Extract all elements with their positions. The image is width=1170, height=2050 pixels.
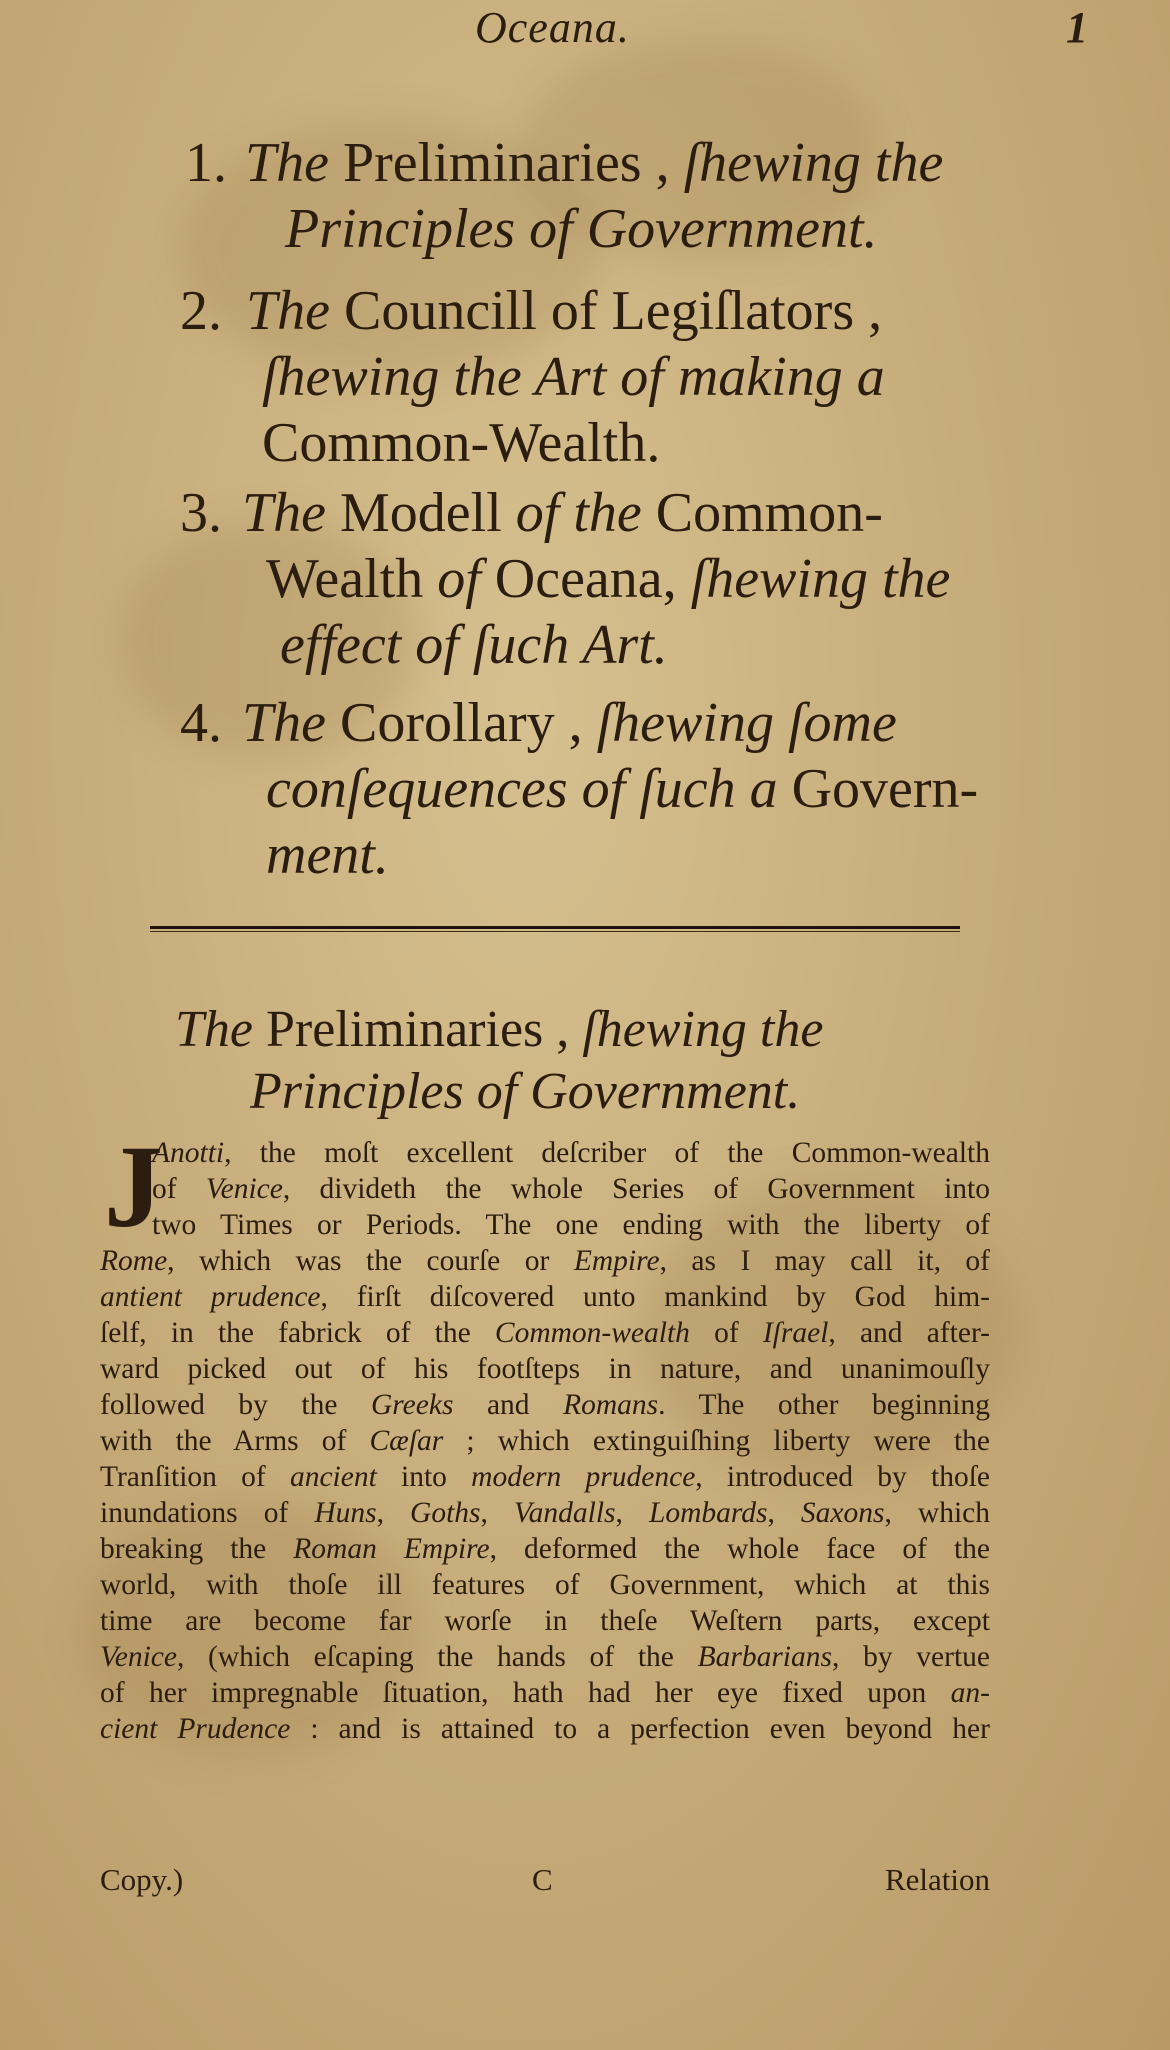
entry-number: 3.	[180, 482, 222, 544]
text-run: into	[376, 1461, 472, 1493]
text-run: Goths	[410, 1497, 481, 1529]
signature-mark: C	[532, 1862, 553, 1897]
text-run: Corollary ,	[326, 692, 597, 754]
text-run: : and is attained to a perfection even beyond her	[290, 1713, 990, 1745]
text-run: an-	[950, 1677, 990, 1709]
text-run: , and after-	[828, 1317, 990, 1349]
text-run: , the moſt excellent deſcriber of the Common-wealth	[224, 1137, 990, 1169]
text-run: cient Prudence	[100, 1713, 291, 1745]
body-line	[100, 1531, 990, 1567]
text-run: The	[245, 132, 329, 194]
entry-line	[280, 612, 668, 678]
text-run: , as I may call it, of	[659, 1245, 990, 1277]
text-run: , divideth the whole Series of Government into	[282, 1173, 990, 1205]
text-run: The	[175, 1001, 253, 1058]
text-run: Vandalls	[513, 1497, 616, 1529]
text-run: inundations of	[100, 1497, 315, 1529]
text-run: ſhewing ſome	[596, 692, 897, 754]
text-run: time are become far worſe in theſe Weſtern parts, except	[100, 1605, 990, 1637]
entry-number: 2.	[180, 280, 222, 342]
text-run: ,	[480, 1497, 514, 1529]
text-run: Oceana,	[480, 548, 691, 610]
text-run: Preliminaries ,	[329, 132, 684, 194]
text-run: Tranſition of	[100, 1461, 290, 1493]
page-number: 1	[1066, 3, 1088, 52]
running-title: Oceana.	[475, 3, 630, 52]
text-run: Saxons	[800, 1497, 885, 1529]
text-run: ,	[767, 1497, 801, 1529]
text-run: Govern-	[791, 758, 979, 820]
page-foot	[100, 1862, 990, 1902]
text-run: ſhewing the Art of making a	[262, 346, 885, 408]
text-run: Preliminaries ,	[253, 1001, 583, 1058]
text-run: ; which extinguiſhing liberty were the	[443, 1425, 990, 1457]
text-run: ,	[376, 1497, 411, 1529]
body-line	[100, 1495, 990, 1531]
text-run: Common-	[641, 482, 883, 544]
entry-line	[266, 546, 950, 612]
text-run: ſhewing the	[683, 132, 944, 194]
body-line	[100, 1171, 990, 1207]
text-run: The	[242, 482, 326, 544]
body-text	[100, 1135, 990, 1747]
text-run: , which was the courſe or	[167, 1245, 574, 1277]
text-run: , by vertue	[832, 1641, 990, 1673]
text-run: modern prudence	[471, 1461, 696, 1493]
body-line	[100, 1243, 990, 1279]
text-run: Iſrael	[762, 1317, 829, 1349]
entry-line	[245, 130, 943, 196]
divider-rule	[150, 926, 960, 932]
text-run: , deformed the whole face of the	[489, 1533, 990, 1565]
text-run: of the	[515, 482, 642, 544]
text-run: two Times or Periods. The one ending with the liberty of	[152, 1209, 990, 1241]
catchword: Relation	[884, 1862, 990, 1897]
text-run: , firſt diſcovered unto mankind by God him-	[320, 1281, 990, 1313]
text-run: of her impregnable ſituation, hath had her eye fixed upon	[100, 1677, 951, 1709]
text-run: , introduced by thoſe	[695, 1461, 990, 1493]
heading-line	[250, 1062, 800, 1122]
text-run: Empire	[573, 1245, 660, 1277]
text-run: ,	[615, 1497, 649, 1529]
text-run: ſelf, in the fabrick of the	[100, 1317, 495, 1349]
text-run: ſhewing the	[690, 548, 951, 610]
text-run: The	[242, 692, 326, 754]
text-run: Roman Empire	[293, 1533, 490, 1565]
last-line: Copy.)	[100, 1862, 184, 1897]
body-line	[100, 1279, 990, 1315]
text-run: with the Arms of	[100, 1425, 370, 1457]
body-line	[100, 1459, 990, 1495]
text-run: Modell	[326, 482, 516, 544]
text-run: of	[689, 1317, 763, 1349]
body-line	[100, 1639, 990, 1675]
text-run: Huns	[314, 1497, 377, 1529]
text-run: and	[453, 1389, 564, 1421]
body-line	[100, 1711, 990, 1747]
text-run: breaking the	[100, 1533, 294, 1565]
body-line	[100, 1207, 990, 1243]
text-run: conſequences of ſuch a	[266, 758, 792, 820]
entry-line	[266, 756, 978, 822]
entry-line	[242, 690, 897, 756]
text-run: , which	[884, 1497, 990, 1529]
body-line	[100, 1351, 990, 1387]
body-line	[100, 1135, 990, 1171]
entry-line	[285, 196, 878, 262]
running-head	[0, 0, 1170, 60]
text-run: Romans	[563, 1389, 659, 1421]
text-run: . The other beginning	[658, 1389, 990, 1421]
text-run: ſhewing the	[582, 1001, 824, 1058]
entry-line	[246, 278, 882, 344]
text-run: Rome	[100, 1245, 168, 1277]
entry-number: 1.	[185, 132, 227, 194]
drop-cap: J	[104, 1121, 163, 1252]
text-run: Anotti	[152, 1137, 225, 1169]
text-run: Venice	[205, 1173, 283, 1205]
entry-line	[262, 410, 660, 476]
text-run: world, with thoſe ill features of Government, which at this	[100, 1569, 990, 1601]
text-run: Greeks	[370, 1389, 454, 1421]
text-run: Common-wealth	[494, 1317, 690, 1349]
text-run: Wealth	[266, 548, 438, 610]
text-run: ment.	[266, 824, 389, 886]
text-run: followed by the	[100, 1389, 371, 1421]
text-run: The	[246, 280, 330, 342]
body-line	[100, 1315, 990, 1351]
text-run: Principles of Government.	[285, 198, 878, 260]
text-run: Barbarians	[697, 1641, 832, 1673]
body-line	[100, 1567, 990, 1603]
text-run: ward picked out of his footſteps in nature, and unanimouſly	[100, 1353, 990, 1385]
text-run: Lombards	[648, 1497, 768, 1529]
text-run: effect of ſuch Art.	[280, 614, 668, 676]
entry-line	[266, 822, 389, 888]
text-run: Councill of Legiſlators ,	[330, 280, 883, 342]
text-run: , (which eſcaping the hands of the	[176, 1641, 698, 1673]
heading-line	[175, 1000, 823, 1060]
text-run: Common-Wealth.	[262, 412, 661, 474]
text-run: Venice	[100, 1641, 177, 1673]
entry-line	[242, 480, 883, 546]
body-line	[100, 1423, 990, 1459]
entry-line	[262, 344, 885, 410]
text-run: Principles of Government.	[250, 1063, 801, 1120]
text-run: of	[437, 548, 481, 610]
text-run: antient prudence	[100, 1281, 321, 1313]
body-line	[100, 1387, 990, 1423]
entry-number: 4.	[180, 692, 222, 754]
text-run: Cæſar	[369, 1425, 444, 1457]
body-line	[100, 1603, 990, 1639]
text-run: ancient	[289, 1461, 377, 1493]
text-run: of	[152, 1173, 206, 1205]
body-line	[100, 1675, 990, 1711]
